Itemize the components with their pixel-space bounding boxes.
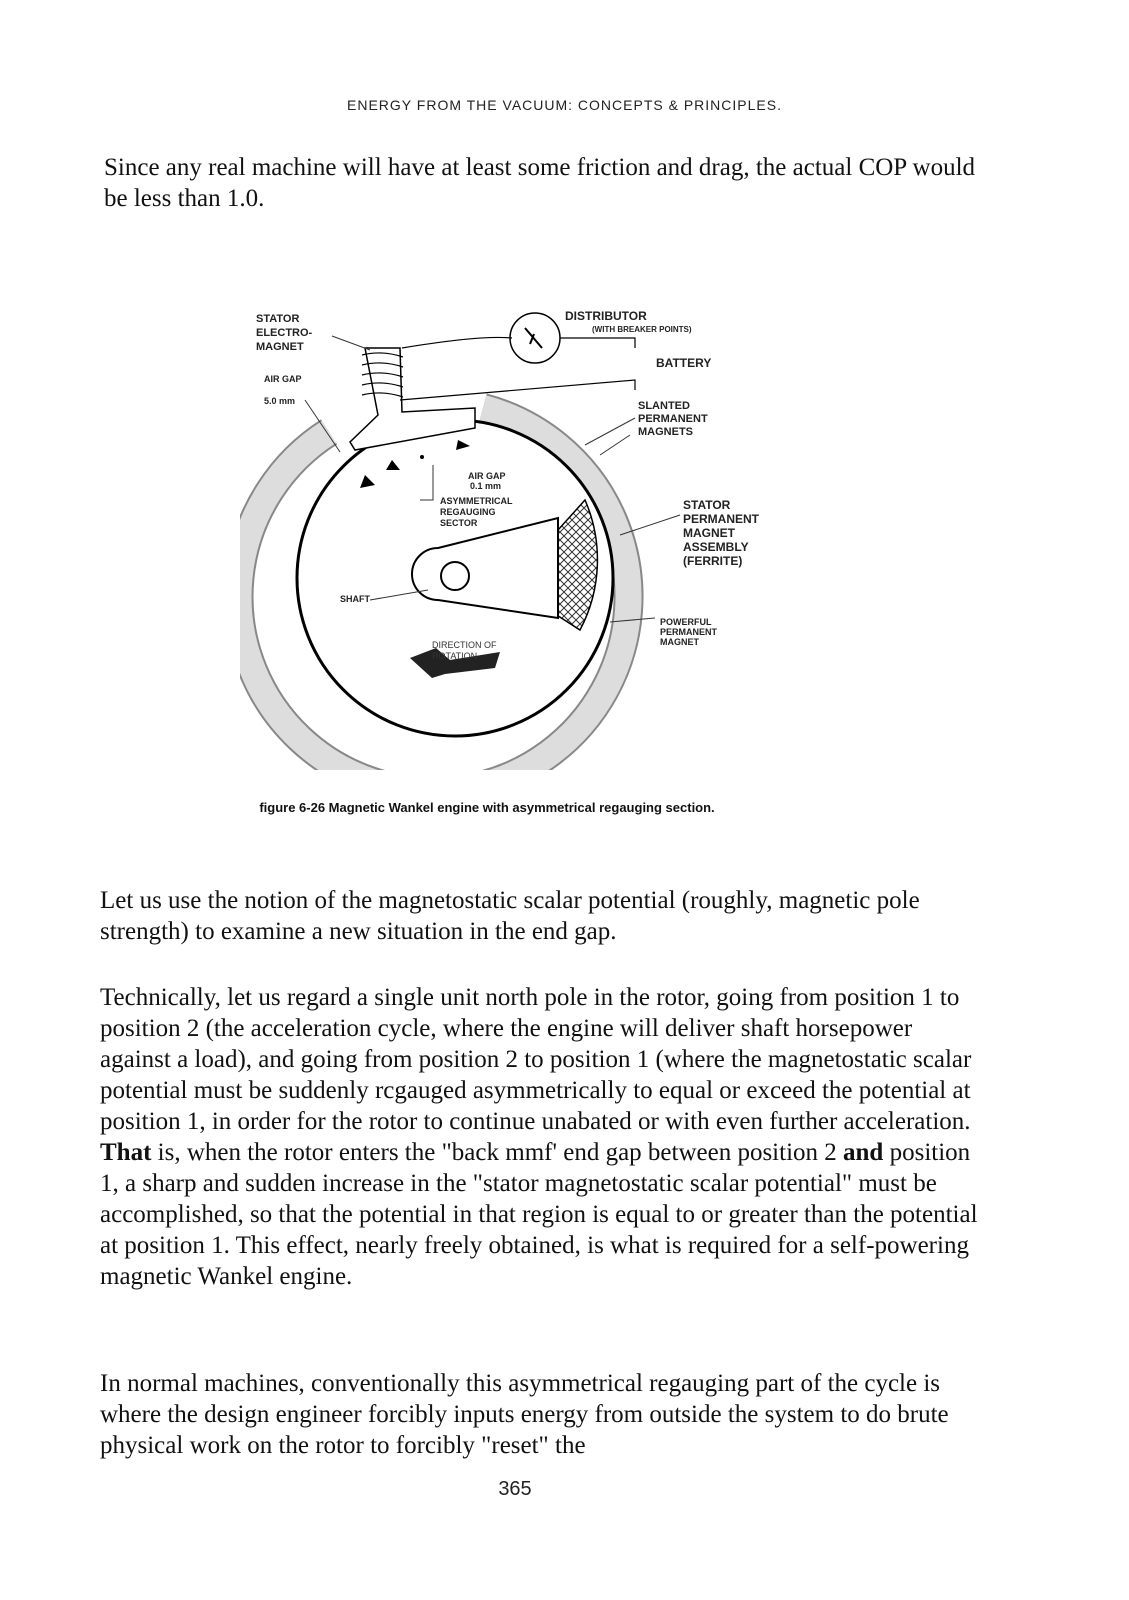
- label-stator-electromagnet-1: STATOR: [256, 313, 300, 325]
- label-air-gap-small: AIR GAP: [468, 471, 506, 481]
- label-air-gap-small-value: 0.1 mm: [470, 481, 502, 491]
- running-header: ENERGY FROM THE VACUUM: CONCEPTS & PRINCIPLES.: [347, 97, 782, 113]
- p3-text-a: Technically, let us regard a single unit north pole in the rotor, going from position 1 to position 2 (the acceleration cycle, where the engine will deliver shaft horsepower against a load), and going from position 2 to position 1 (where the magnetostatic scalar potential must be suddenly rcgauged asymmetrically to equal or exceed the potential at position 1, in order for the rotor to continue unabated or with even further acceleration.: [100, 984, 972, 1135]
- label-slanted-1: SLANTED: [638, 400, 690, 412]
- label-slanted-2: PERMANENT: [638, 413, 708, 425]
- label-slanted-3: MAGNETS: [638, 426, 693, 438]
- label-distributor: DISTRIBUTOR: [565, 309, 647, 323]
- paragraph-normal-machines: In normal machines, conventionally this asymmetrical regauging part of the cycle is where the design engineer forcibly inputs energy from outside the system to do brute physical work on the rotor to forcibly "reset" the: [100, 1370, 949, 1459]
- label-stator-electromagnet-2: ELECTRO-: [256, 327, 313, 339]
- figure-caption: figure 6-26 Magnetic Wankel engine with asymmetrical regauging section.: [259, 800, 715, 815]
- label-powerful-1: POWERFUL: [660, 617, 712, 627]
- label-rotation-1: DIRECTION OF: [432, 640, 497, 650]
- p3-lead-and: and: [843, 1139, 884, 1166]
- page-number: 365: [498, 1478, 532, 1500]
- paragraph-technically: [100, 982, 980, 1292]
- paragraph-cop: Since any real machine will have at least some friction and drag, the actual COP would be less than 1.0.: [104, 154, 976, 212]
- label-stator-pm-2: PERMANENT: [683, 512, 760, 526]
- label-stator-pm-5: (FERRITE): [683, 554, 743, 568]
- p3-lead-that: That: [100, 1139, 152, 1166]
- wankel-engine-figure: [240, 300, 800, 770]
- label-powerful-2: PERMANENT: [660, 627, 718, 637]
- distributor: [510, 313, 560, 363]
- label-stator-pm-3: MAGNET: [683, 526, 735, 540]
- label-stator-electromagnet-3: MAGNET: [256, 341, 304, 353]
- label-asymmetrical-1: ASYMMETRICAL: [440, 496, 513, 506]
- label-shaft: SHAFT: [340, 594, 370, 604]
- label-air-gap-big: AIR GAP: [264, 374, 302, 384]
- label-battery: BATTERY: [656, 356, 712, 370]
- label-stator-pm-1: STATOR: [683, 498, 731, 512]
- shaft-hole: [441, 562, 469, 590]
- paragraph-scalar-potential: Let us use the notion of the magnetostatic scalar potential (roughly, magnetic pole strength) to examine a new situation in the end gap.: [100, 887, 920, 945]
- p3-text-b: is, when the rotor enters the "back mmf' end gap between position 2: [151, 1139, 844, 1166]
- label-asymmetrical-3: SECTOR: [440, 518, 478, 528]
- p3-text-c: position 1, a sharp and sudden increase in the "stator magnetostatic scalar potential" must be accomplished, so that the potential in that region is equal to or greater than the potential at position 1. This effect, nearly freely obtained, is what is required for a self-powering magnetic Wankel engine.: [100, 1139, 978, 1290]
- label-air-gap-big-value: 5.0 mm: [264, 396, 296, 406]
- label-asymmetrical-2: REGAUGING: [440, 507, 496, 517]
- label-rotation-2: ROTATION: [432, 651, 478, 661]
- label-distributor-sub: (WITH BREAKER POINTS): [592, 325, 692, 334]
- label-powerful-3: MAGNET: [660, 637, 699, 647]
- label-stator-pm-4: ASSEMBLY: [683, 540, 749, 554]
